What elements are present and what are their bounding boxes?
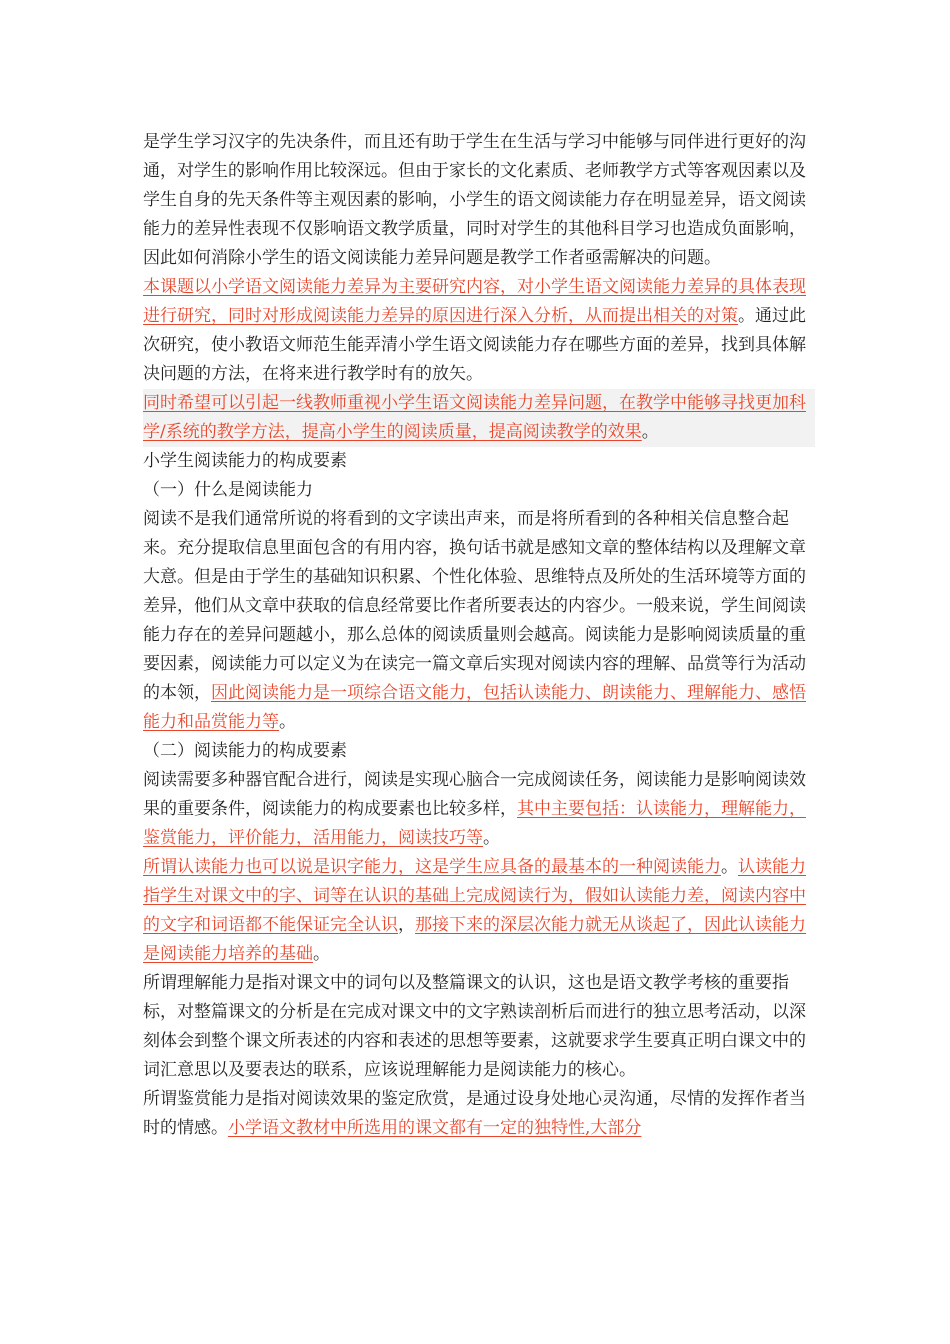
body-text: （一）什么是阅读能力: [143, 480, 313, 500]
paragraph-p7: [143, 969, 815, 1085]
document-body: [143, 128, 815, 1143]
body-text: 阅读不是我们通常所说的将看到的文字读出声来，而是将所看到的各种相关信息整合起来。充分提取信息里面包含的有用内容，换句话书就是感知文章的整体结构以及理解文章大意。但是由于学生的基础知识积累、个性化体验、思维特点及所处的生活环境等方面的差异，他们从文章中获取的信息经常要比作者所要表达的内容少。一般来说，学生间阅读能力存在的差异问题越小，那么总体的阅读质量则会越高。阅读能力是影响阅读质量的重要因素，阅读能力可以定义为在读完一篇文章后实现对阅读内容的理解、品赏等行为活动的本领，: [143, 509, 806, 703]
highlighted-text: 其中主要包括：认读能力，理解能力，鉴赏能力，评价能力，活用能力，阅读技巧等: [143, 799, 806, 848]
paragraph-h2: [143, 476, 815, 505]
paragraph-p6: [143, 853, 815, 969]
paragraph-p8: [143, 1085, 815, 1143]
highlighted-text: 小学语文教材中所选用的课文都有一定的独特性,大部分: [228, 1118, 642, 1138]
paragraph-h1: [143, 447, 815, 476]
body-text: 所谓理解能力是指对课文中的词句以及整篇课文的认识，这也是语文教学考核的重要指标，对整篇课文的分析是在完成对课文中的文字熟读剖析后而进行的独立思考活动，以深刻体会到整个课文所表述的内容和表述的思想等要素，这就要求学生要真正明白课文中的词汇意思以及要表达的联系，应该说理解能力是阅读能力的核心。: [143, 973, 806, 1080]
body-text: 。: [641, 422, 659, 442]
body-text: 。通过此次研究，使小教语文师范生能弄清小学生语文阅读能力存在哪些方面的差异，找到具体解决问题的方法，在将来进行教学时有的放矢。: [143, 306, 806, 384]
highlighted-text: 本课题以小学语文阅读能力差异为主要研究内容，对小学生语文阅读能力差异的具体表现进行研究，同时对形成阅读能力差异的原因进行深入分析，从而提出相关的对策: [143, 277, 806, 326]
paragraph-p4: [143, 505, 815, 737]
paragraph-p5: [143, 766, 815, 853]
body-text: ，: [398, 915, 415, 935]
body-text: （二）阅读能力的构成要素: [143, 741, 347, 761]
paragraph-p3: [143, 389, 815, 447]
highlighted-text: 那接下来的深层次能力就无从谈起了，因此认读能力是阅读能力培养的基础: [143, 915, 806, 964]
body-text: 小学生阅读能力的构成要素: [143, 451, 347, 471]
highlighted-text: 所谓认读能力也可以说是识字能力，这是学生应具备的最基本的一种阅读能力: [143, 857, 721, 877]
body-text: 。: [721, 857, 738, 877]
body-text: 是学生学习汉字的先决条件，而且还有助于学生在生活与学习中能够与同伴进行更好的沟通，对学生的影响作用比较深远。但由于家长的文化素质、老师教学方式等客观因素以及学生自身的先天条件等主观因素的影响，小学生的语文阅读能力存在明显差异，语文阅读能力的差异性表现不仅影响语文教学质量，同时对学生的其他科目学习也造成负面影响，因此如何消除小学生的语文阅读能力差异问题是教学工作者亟需解决的问题。: [143, 132, 806, 268]
body-text: 所谓鉴赏能力是指对阅读效果的鉴定欣赏，是通过设身处地心灵沟通，尽情的发挥作者当时的情感。: [143, 1089, 806, 1138]
paragraph-p1: [143, 128, 815, 273]
body-text: 。: [483, 828, 500, 848]
body-text: 。: [279, 712, 296, 732]
body-text: 。: [313, 944, 330, 964]
body-text: 阅读需要多种器官配合进行，阅读是实现心脑合一完成阅读任务，阅读能力是影响阅读效果的重要条件，阅读能力的构成要素也比较多样，: [143, 770, 806, 819]
highlighted-text: 因此阅读能力是一项综合语文能力，包括认读能力、朗读能力、理解能力、感悟能力和品赏能力等: [143, 683, 806, 732]
highlighted-text: 认读能力指学生对课文中的字、词等在认识的基础上完成阅读行为，假如认读能力差，阅读内容中的文字和词语都不能保证完全认识: [143, 857, 806, 935]
highlighted-text: 同时希望可以引起一线教师重视小学生语文阅读能力差异问题，在教学中能够寻找更加科学/系统的教学方法，提高小学生的阅读质量，提高阅读教学的效果: [143, 393, 806, 442]
paragraph-h3: [143, 737, 815, 766]
paragraph-p2: [143, 273, 815, 389]
